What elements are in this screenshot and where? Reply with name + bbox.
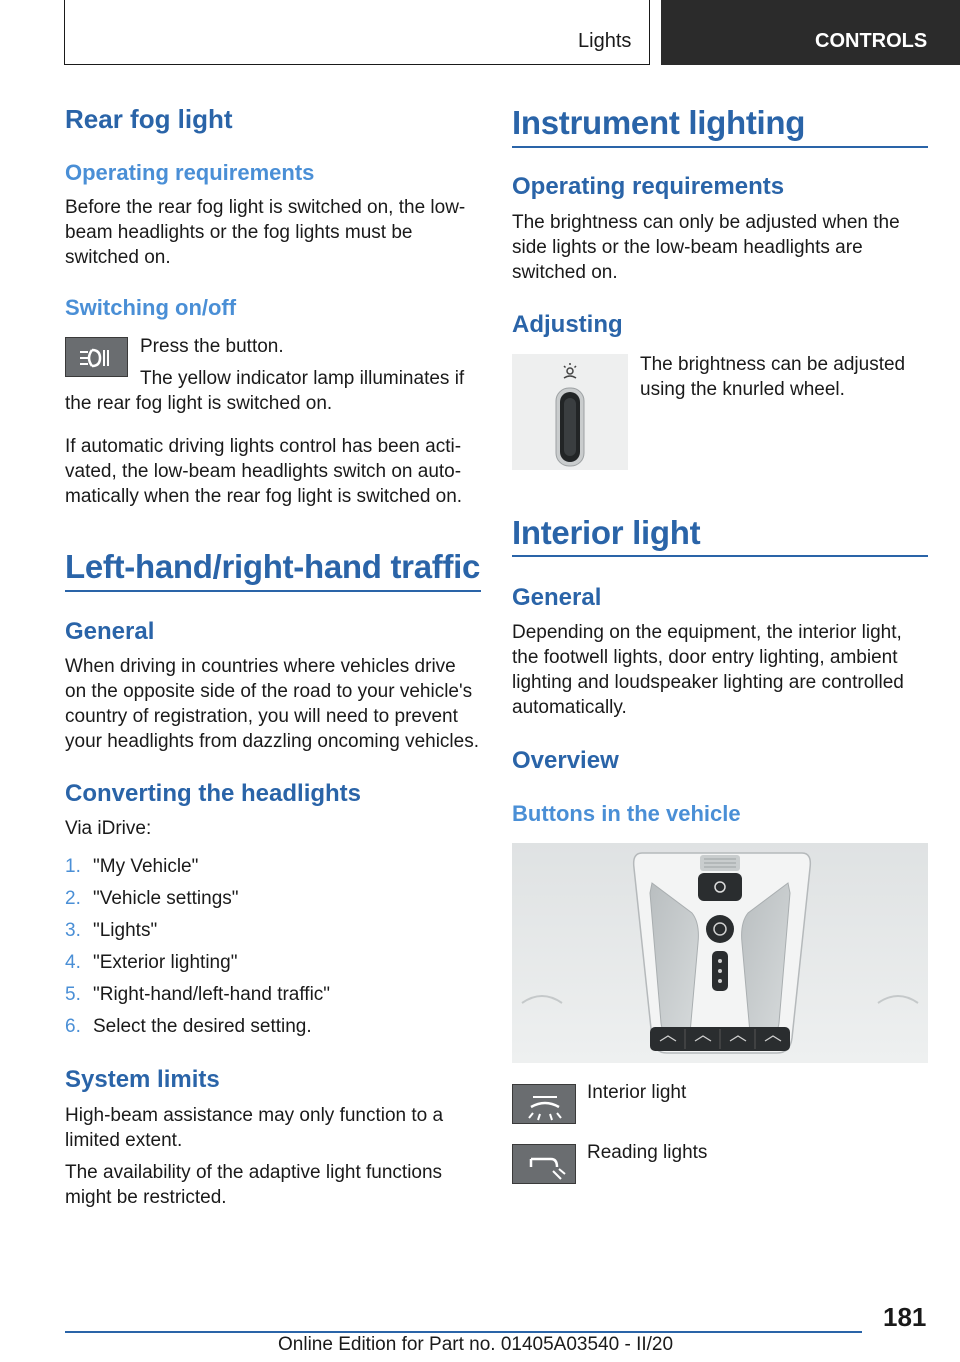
auto-line1: If automatic driving lights control has been acti- [65,436,462,457]
interior-general-line4: automatically. [512,697,627,718]
roof-console-image [512,843,928,1063]
rear-fog-op-req-line2: beam headlights or the fog lights must be [65,222,413,243]
rear-fog-op-req-heading: Operating requirements [65,160,315,185]
instrument-op-line2: side lights or the low-beam headlights are [512,237,863,258]
instrument-lighting-heading: Instrument lighting [512,104,806,141]
via-idrive-text: Via iDrive: [65,818,152,839]
adjusting-line1: The brightness can be adjusted [640,354,906,375]
instrument-op-line3: switched on. [512,262,618,283]
step-number: 3. [65,920,81,941]
rear-fog-button-icon [65,337,128,377]
limits-line2: limited extent. [65,1130,183,1151]
auto-line2: vated, the low-beam headlights switch on auto- [65,461,462,482]
interior-general-line1: Depending on the equipment, the interior light, [512,622,902,643]
step-number: 6. [65,1016,81,1037]
system-limits-heading: System limits [65,1066,220,1093]
buttons-in-vehicle-heading: Buttons in the vehicle [512,801,741,826]
adjusting-line2: using the knurled wheel. [640,379,845,400]
interior-light-icon [512,1084,576,1124]
step-number: 4. [65,952,81,973]
switching-heading: Switching on/off [65,295,237,320]
interior-general-line2: the footwell lights, door entry lighting, ambient [512,647,898,668]
header-frame [64,0,650,65]
limits-line3: The availability of the adaptive light functions [65,1162,443,1183]
knurled-wheel-image [512,354,628,470]
traffic-general-line4: your headlights from dazzling oncoming vehicles. [65,731,479,752]
header-section-title: Lights [578,30,632,52]
step-text: "Exterior lighting" [93,952,238,973]
limits-line4: might be restricted. [65,1187,227,1208]
reading-lights-label: Reading lights [587,1142,708,1163]
step-text: "Vehicle settings" [93,888,239,909]
step-number: 1. [65,856,81,877]
rear-fog-op-req-line1: Before the rear fog light is switched on, the low- [65,197,466,218]
interior-light-heading: Interior light [512,514,701,551]
traffic-general-line1: When driving in countries where vehicles drive [65,656,456,677]
interior-general-line3: lighting and loudspeaker lighting are controlled [512,672,904,693]
traffic-heading: Left-hand/right-hand traffic [65,548,481,585]
switching-text2a: The yellow indicator lamp illuminates if [140,368,465,389]
page-number: 181 [883,1302,927,1332]
rear-fog-light-heading: Rear fog light [65,104,233,134]
step-number: 2. [65,888,81,909]
traffic-general-heading: General [65,618,155,645]
brightness-symbol-icon [564,363,576,378]
reading-lights-icon [512,1144,576,1184]
step-number: 5. [65,984,81,1005]
traffic-general-line3: country of registration, you will need to prevent [65,706,458,727]
interior-general-heading: General [512,584,602,611]
edition-text: Online Edition for Part no. 01405A03540 - II/20 [278,1334,674,1355]
adjusting-heading: Adjusting [512,311,623,338]
switching-text2b: the rear fog light is switched on. [65,393,333,414]
instrument-op-req-heading: Operating requirements [512,173,785,200]
traffic-general-line2: on the opposite side of the road to your vehicle's [65,681,473,702]
step-text: Select the desired setting. [93,1016,312,1037]
converting-heading: Converting the headlights [65,780,362,807]
auto-line3: matically when the rear fog light is switched on. [65,486,463,507]
traffic-rule [65,590,481,592]
footer-rule [65,1331,862,1333]
overview-heading: Overview [512,747,619,774]
interior-rule [512,555,928,557]
header-chapter-title: CONTROLS [815,30,928,52]
limits-line1: High-beam assistance may only function to a [65,1105,444,1126]
instrument-op-line1: The brightness can only be adjusted when the [512,212,900,233]
instrument-rule [512,146,928,148]
step-text: "My Vehicle" [93,856,199,877]
rear-fog-op-req-line3: switched on. [65,247,171,268]
step-text: "Lights" [93,920,158,941]
switching-text1: Press the button. [140,336,284,357]
interior-light-label: Interior light [587,1082,687,1103]
step-text: "Right-hand/left-hand traffic" [93,984,331,1005]
